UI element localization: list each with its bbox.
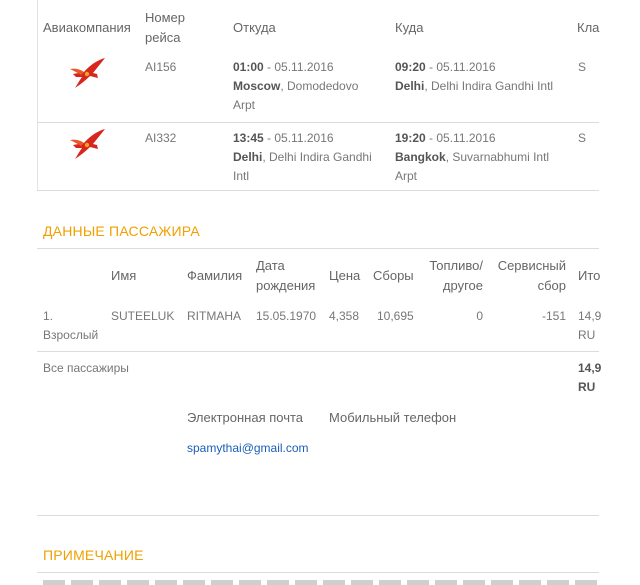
arrival-cell [395, 129, 565, 186]
arrival-airport: , Delhi Indira Gandhi Intl [424, 79, 554, 93]
arrival-airport: , Suvarnabhumi Intl Arpt [395, 150, 550, 183]
air-india-logo-icon [67, 127, 107, 161]
departure-airport: , Domodedovo Arpt [233, 79, 359, 112]
departure-date: - 05.11.2016 [263, 60, 334, 74]
passenger-fuel: 0 [476, 309, 483, 323]
departure-city: Moscow [233, 79, 281, 93]
passenger-fees: 10,695 [377, 309, 414, 323]
header-to: Куда [395, 20, 424, 35]
header-fees: Сборы [373, 268, 414, 283]
flight-number: AI332 [145, 131, 177, 145]
header-service-fee: Сервисный сбор [497, 258, 566, 293]
section-divider [37, 515, 599, 516]
departure-cell [233, 58, 383, 115]
passenger-total-amount: 14,9 [578, 309, 602, 323]
header-airline: Авиакомпания [43, 20, 131, 35]
passenger-dob: 15.05.1970 [256, 309, 317, 323]
header-from: Откуда [233, 20, 276, 35]
passenger-index: 1. [43, 309, 54, 323]
passenger-total [578, 307, 602, 345]
header-first-name: Имя [111, 268, 137, 283]
passenger-price: 4,358 [329, 309, 360, 323]
table-row [37, 48, 599, 122]
notes-section-title: ПРИМЕЧАНИЕ [43, 547, 144, 563]
email-link[interactable]: spamythai@gmail.com [187, 441, 309, 455]
passenger-total-currency: RU [578, 328, 596, 342]
all-passengers-label: Все пассажиры [43, 361, 129, 375]
arrival-date: - 05.11.2016 [425, 131, 496, 145]
all-passengers-total [578, 359, 602, 397]
table-row [37, 123, 599, 191]
booking-page [37, 0, 602, 585]
booking-class: S [578, 131, 587, 145]
arrival-city: Delhi [395, 79, 425, 93]
section-divider [37, 572, 599, 573]
passenger-type: Взрослый [43, 328, 99, 342]
header-date-of-birth: Дата рождения [256, 258, 316, 293]
passenger-service-fee: -151 [541, 309, 566, 323]
flight-number: AI156 [145, 60, 177, 74]
departure-date: - 05.11.2016 [263, 131, 334, 145]
passenger-last-name: RITMAHA [187, 309, 241, 323]
notes-text-cutoff [43, 580, 599, 585]
table-bottom-border [37, 190, 599, 191]
departure-time: 01:00 [233, 60, 264, 74]
arrival-time: 19:20 [395, 131, 426, 145]
departure-airport: , Delhi Indira Gandhi Intl [233, 150, 372, 183]
booking-class: S [578, 60, 587, 74]
section-divider [37, 248, 599, 249]
arrival-city: Bangkok [395, 150, 446, 164]
departure-city: Delhi [233, 150, 263, 164]
header-total: Ито [578, 268, 601, 283]
arrival-cell [395, 58, 570, 96]
air-india-logo-icon [67, 56, 107, 90]
departure-cell [233, 129, 383, 186]
email-label: Электронная почта [187, 410, 304, 425]
passenger-index-type [43, 307, 113, 345]
departure-time: 13:45 [233, 131, 264, 145]
passenger-section-title: ДАННЫЕ ПАССАЖИРА [43, 223, 200, 239]
row-divider [37, 351, 599, 352]
header-price: Цена [329, 268, 361, 283]
arrival-time: 09:20 [395, 60, 426, 74]
header-fuel-other: Топливо/ другое [429, 258, 483, 293]
phone-label: Мобильный телефон [329, 410, 457, 425]
all-total-amount: 14,9 [578, 361, 602, 375]
header-last-name: Фамилия [187, 268, 243, 283]
all-total-currency: RU [578, 380, 596, 394]
header-flight-number: Номер рейса [145, 10, 186, 45]
arrival-date: - 05.11.2016 [425, 60, 496, 74]
header-class: Кла [577, 20, 600, 35]
table-row [37, 305, 602, 351]
passenger-first-name: SUTEELUK [111, 309, 175, 323]
